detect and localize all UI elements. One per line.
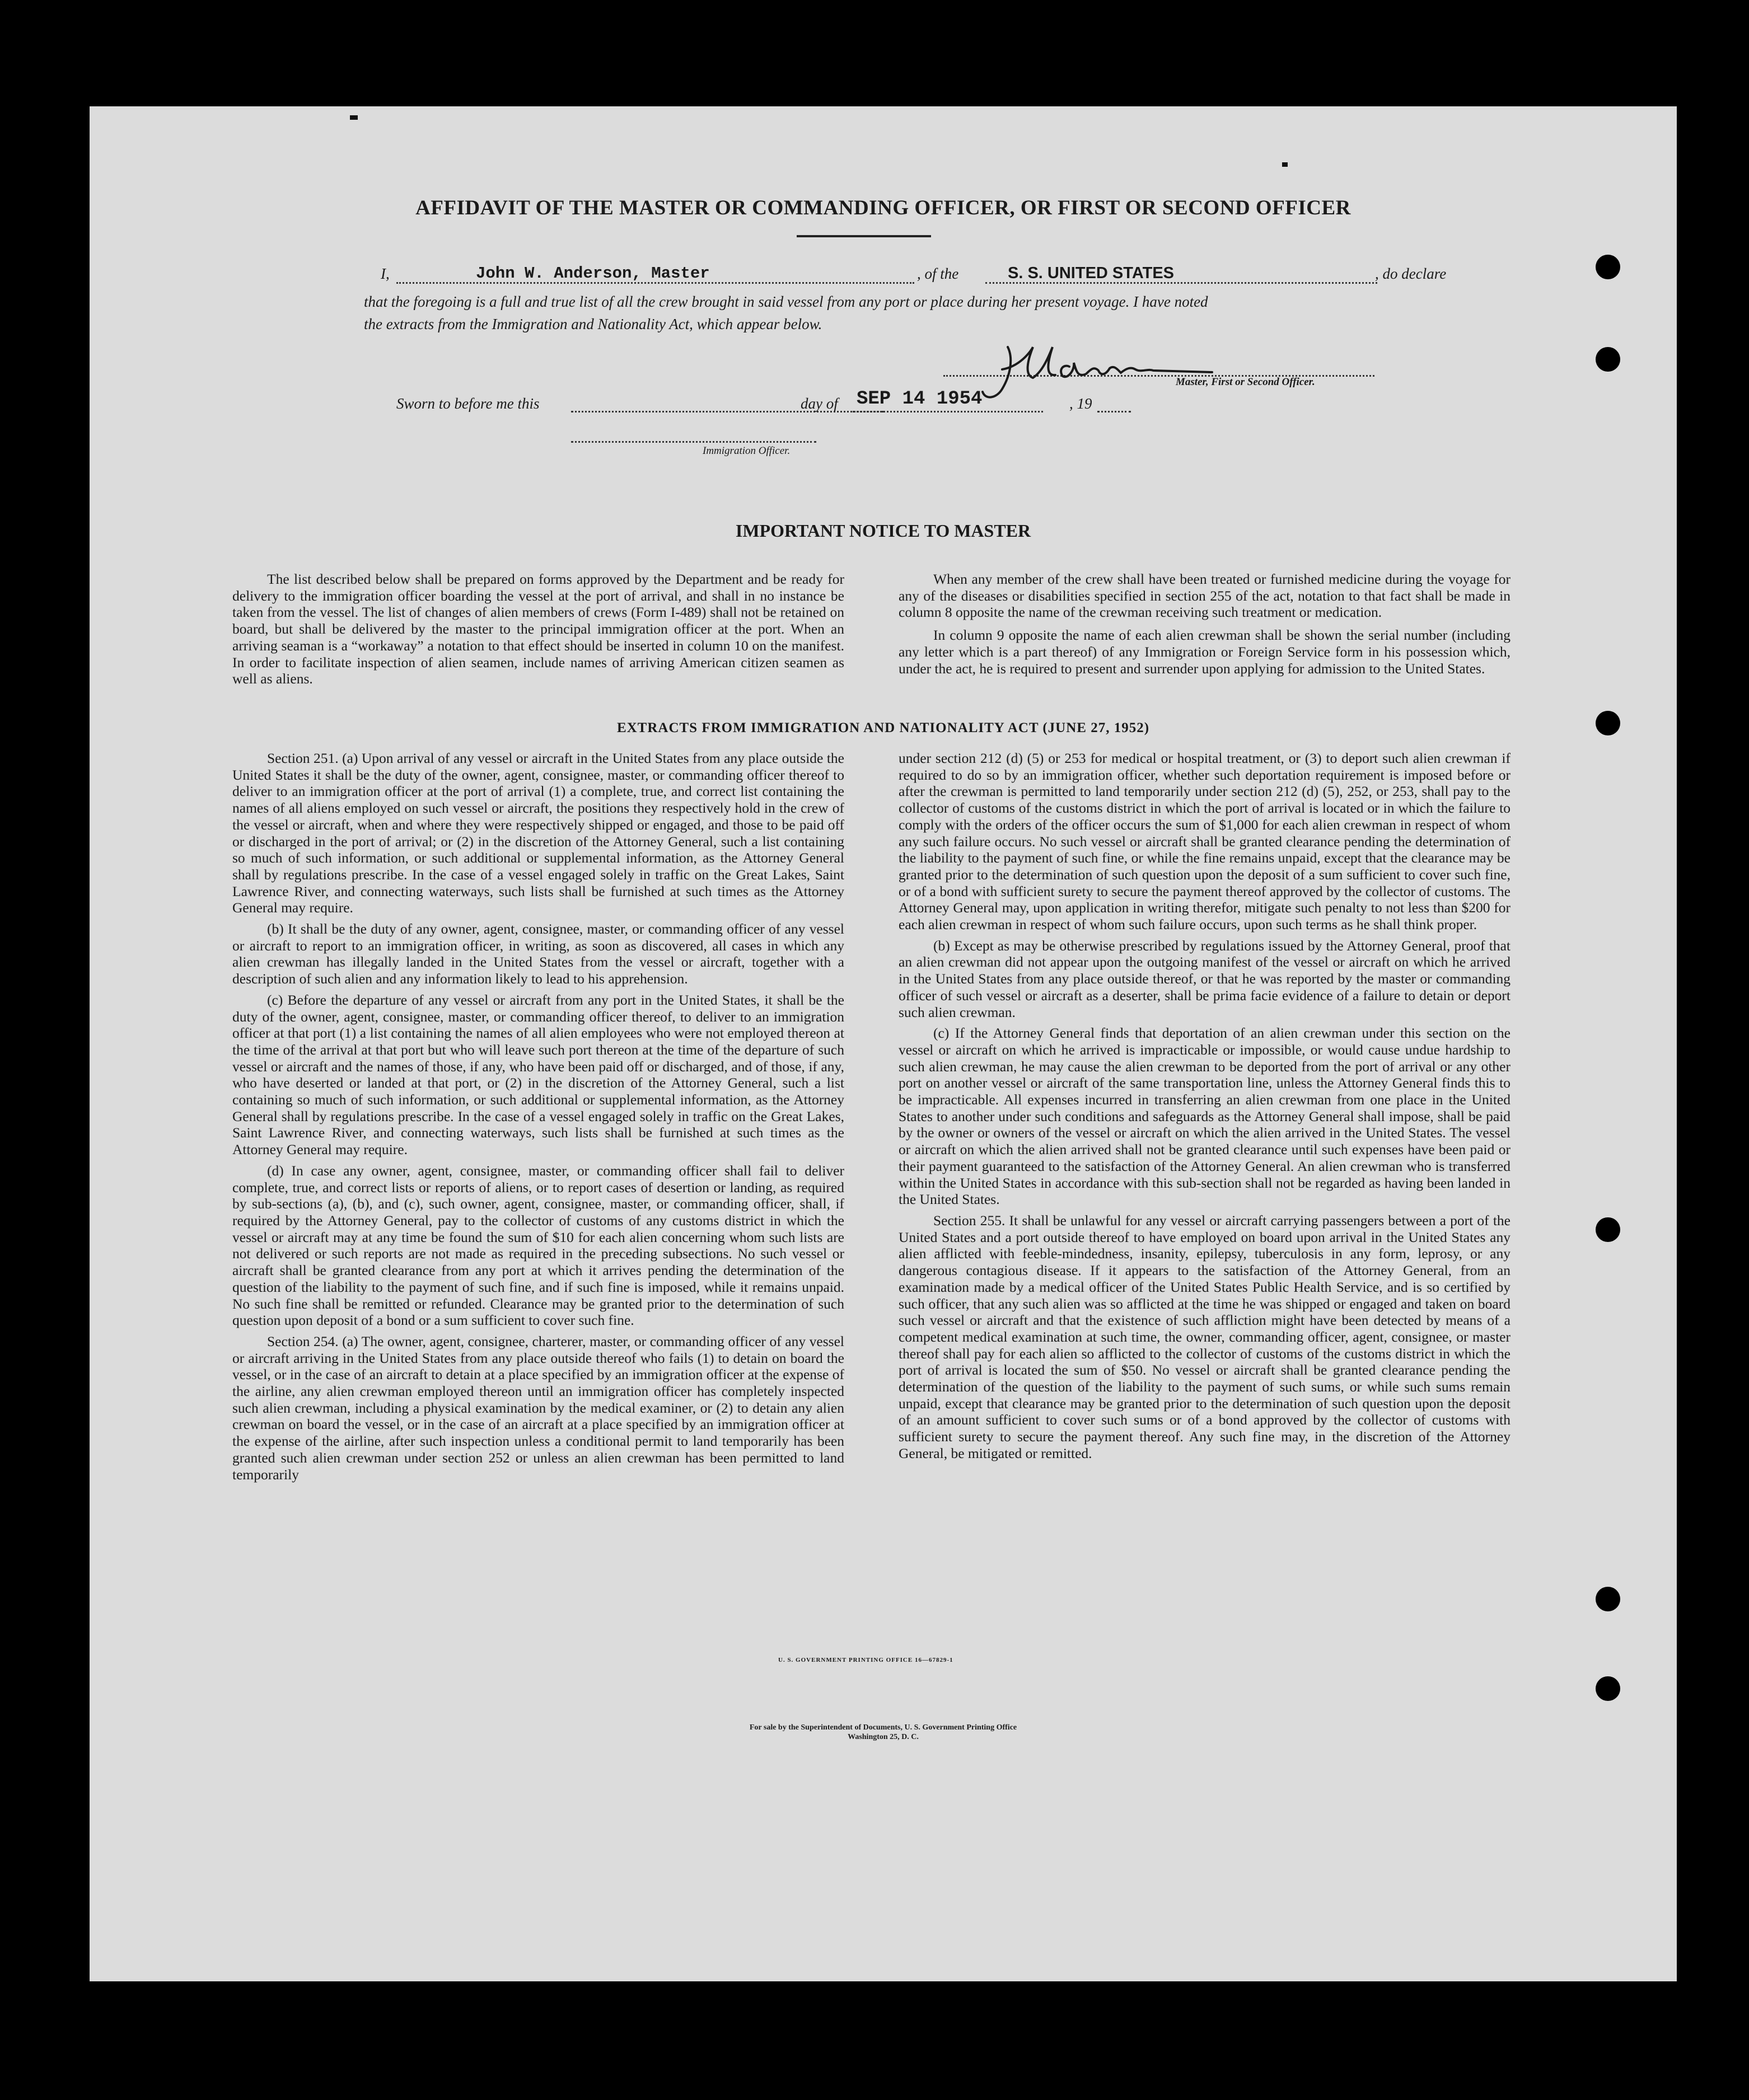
year-label: , 19 <box>1069 395 1092 412</box>
section-paragraph: (d) In case any owner, agent, consignee, master, or commanding officer shall fail to deliver complete, true, and correct lists or reports of aliens, or to report cases of desertion or landing, as required by sub-sections (a), (b), and (c), such owner, agent, consignee, master, or commanding officer, shall, if required by the Attorney General, pay to the collector of customs of any customs district in which the vessel or aircraft may at any time be found the sum of $10 for each alien concerning whom such lists are not delivered or such reports are not made as required in the preceding subsections. No such vessel or aircraft shall be granted clearance from any port at which it arrives pending the determination of the question of the liability to the payment of such fine, and if such fine is imposed, while it remains unpaid. No such fine shall be remitted or refunded. Clearance may be granted prior to the determination of such question upon deposit of a bond or a sum sufficient to cover such fine. <box>232 1162 844 1329</box>
section-paragraph: Section 255. It shall be unlawful for any vessel or aircraft carrying passengers between a port of the United States and a port outside thereof to have employed on board upon arrival in the United States any alien afflicted with feeble-mindedness, insanity, epilepsy, tuberculosis in any form, leprosy, or any dangerous contagious disease. If it appears to the satisfaction of the Attorney General, from an examination made by a medical officer of the United States Public Health Service, and is so certified by such officer, that any such alien was so afflicted at the time he was shipped or engaged and taken on board such vessel or aircraft and that the existence of such affliction might have been detected by means of a competent medical examination at such time, the owner, commanding officer, agent, consignee, or master thereof shall pay for each alien so afflicted to the collector of customs of the customs district in which the port of arrival is located the sum of $50. No vessel or aircraft shall be granted clearance pending the determination of the question of the liability to the payment of such sums, or while such sums remain unpaid, except that clearance may be granted prior to the determination of such question upon the deposit of an amount sufficient to cover such sums or of a bond approved by the collector of customs with sufficient surety to secure the payment thereof. Any such fine may, in the discretion of the Attorney General, be mitigated or remitted. <box>899 1212 1510 1461</box>
printing-office-imprint: U. S. GOVERNMENT PRINTING OFFICE 16—67829-1 <box>778 1657 953 1663</box>
i-label: I, <box>381 265 390 282</box>
declaration-line-2: the extracts from the Immigration and Nationality Act, which appear below. <box>364 316 822 332</box>
sworn-label: Sworn to before me this <box>396 395 540 412</box>
section-paragraph: Section 254. (a) The owner, agent, consignee, charterer, master, or commanding officer of any vessel or aircraft arriving in the United States from any place outside thereof who fails (1) to detain on board the vessel, or in the case of an aircraft to detain at a place specified by an immigration officer at the expense of the airline, any alien crewman employed thereon until an immigration officer has completely inspected such alien crewman, including a physical examination by the medical examiner, or (2) to detain any alien crewman on board the vessel, or in the case of an aircraft at a place specified by an immigration officer at the expense of the airline, after such inspection unless a conditional permit to land temporarily has been granted such alien crewman under section 252 or unless an alien crewman has been permitted to land temporarily <box>232 1333 844 1483</box>
notice-paragraph: The list described below shall be prepared on forms approved by the Department and be ready for delivery to the immigration officer boarding the vessel at the port of arrival, and shall in no instance be taken from the vessel. The list of changes of alien members of crews (Form I-489) shall not be retained on board, but shall be delivered by the master to the principal immigration officer at the port. When an arriving seaman is a “workaway” a notation to that effect should be inserted in column 10 on the manifest. In order to facilitate inspection of alien seamen, include names of arriving American citizen seamen as well as aliens. <box>232 571 844 687</box>
officer-caption: Immigration Officer. <box>703 445 791 457</box>
extracts-right-column <box>899 750 1510 1462</box>
binder-hole <box>1596 347 1620 372</box>
notice-right-column <box>899 571 1510 677</box>
do-declare-label: , do declare <box>1375 265 1447 282</box>
affidavit-title: AFFIDAVIT OF THE MASTER OR COMMANDING OFFICER, OR FIRST OR SECOND OFFICER <box>415 196 1351 219</box>
document-page <box>90 106 1677 1981</box>
year-underline <box>1097 406 1131 412</box>
notice-paragraph: In column 9 opposite the name of each alien crewman shall be shown the serial number (including any letter which is a part thereof) of any Immigration or Foreign Service form in his possession which, under the act, he is required to present and surrender upon applying for admission to the United States. <box>899 627 1510 677</box>
signature-caption: Master, First or Second Officer. <box>1176 376 1315 388</box>
section-paragraph: (b) Except as may be otherwise prescribed by regulations issued by the Attorney General, proof that an alien crewman did not appear upon the outgoing manifest of the vessel or aircraft on which he arrived in the United States from any place outside thereof, or that he was reported by the master or commanding officer of such vessel or aircraft as a deserter, shall be prima facie evidence of a failure to detain or deport such alien crewman. <box>899 937 1510 1020</box>
scan-speck <box>350 115 358 120</box>
binder-hole <box>1596 255 1620 279</box>
section-paragraph: (c) Before the departure of any vessel or aircraft from any port in the United States, it shall be the duty of the owner, agent, consignee, master, or commanding officer thereof, to deliver to an immigration officer at that port (1) a list containing the names of all alien employees who were not employed thereon at the time of the arrival at that port but who will leave such port thereon at the time of the departure of such vessel or aircraft and the names of those, if any, who have been paid off or discharged, and of those, if any, who have deserted or landed at that port, or (2) in the discretion of the Attorney General, such a list containing so much of such information, or such additional or supplemental information, as the Attorney General shall by regulations prescribe. In the case of a vessel engaged solely in traffic on the Great Lakes, Saint Lawrence River, and connecting waterways, such lists shall be furnished at such times as the Attorney General may require. <box>232 991 844 1158</box>
date-stamp: SEP 14 1954 <box>857 388 983 410</box>
binder-hole <box>1596 1587 1620 1611</box>
extracts-title: EXTRACTS FROM IMMIGRATION AND NATIONALITY ACT (JUNE 27, 1952) <box>616 720 1150 735</box>
sale-line-2: Washington 25, D. C. <box>848 1733 919 1741</box>
sale-line-1: For sale by the Superintendent of Documents, U. S. Government Printing Office <box>749 1723 1017 1732</box>
notice-paragraph: When any member of the crew shall have been treated or furnished medicine during the voyage for any of the diseases or disabilities specified in section 255 of the act, notation to that fact shall be made in column 8 opposite the name of the crewman receiving such treatment or medication. <box>899 571 1510 621</box>
scan-speck <box>1282 162 1288 167</box>
section-paragraph: Section 251. (a) Upon arrival of any vessel or aircraft in the United States from any place outside the United States it shall be the duty of the owner, agent, consignee, master, or commanding officer thereof to deliver to an immigration officer at the port of arrival (1) a complete, true, and correct list containing the names of all aliens employed on such vessel or aircraft, the positions they respectively hold in the crew of the vessel or aircraft, when and where they were respectively shipped or engaged, and those to be paid off or discharged in the port of arrival; or (2) in the discretion of the Attorney General, such a list containing so much of such information, or such additional or supplemental information, as the Attorney General shall by regulations prescribe. In the case of a vessel engaged solely in traffic on the Great Lakes, Saint Lawrence River, and connecting waterways, such lists shall be furnished at such times as the Attorney General may require. <box>232 750 844 916</box>
section-paragraph: under section 212 (d) (5) or 253 for medical or hospital treatment, or (3) to deport such alien crewman if required to do so by an immigration officer, whether such deportation requirement is imposed before or after the crewman is permitted to land temporarily under section 212 (d) (5), 252, or 253, shall pay to the collector of customs of the customs district in which the port of arrival is located or in which the failure to comply with the orders of the officer occurs the sum of $1,000 for each alien crewman in respect of whom any such failure occurs. No such vessel or aircraft shall be granted clearance pending the determination of the liability to the payment of such fine, or while the fine remains unpaid, except that the clearance may be granted prior to the determination of such question upon the deposit of a sum sufficient to cover such fine, or of a bond with sufficient surety to secure the payment thereof approved by the collector of customs. The Attorney General may, upon application in writing therefor, mitigate such penalty to not less than $200 for each alien crewman in respect of whom such failure occurs, upon such terms as he shall think proper. <box>899 750 1510 933</box>
section-paragraph: (c) If the Attorney General finds that deportation of an alien crewman under this section on the vessel or aircraft on which he arrived is impracticable or impossible, or would cause undue hardship to such alien crewman, he may cause the alien crewman to be deported from the port of arrival or any other port on another vessel or aircraft of the same transportation line, unless the Attorney General finds this to be impracticable. All expenses incurred in transferring an alien crewman from one place in the United States to another under such conditions and safeguards as the Attorney General shall impose, shall be paid by the owner or owners of the vessel or aircraft on which the alien arrived in the United States. The vessel or aircraft on which the alien arrived shall not be granted clearance until such expenses have been paid or their payment guaranteed to the satisfaction of the Attorney General. An alien crewman who is transferred within the United States in accordance with this sub-section shall not be regarded as having been landed in the United States. <box>899 1025 1510 1208</box>
extracts-left-column <box>232 750 844 1483</box>
declaration-line-1: that the foregoing is a full and true list of all the crew brought in said vessel from any port or place during her present voyage. I have noted <box>364 293 1208 310</box>
notice-title: IMPORTANT NOTICE TO MASTER <box>735 521 1031 541</box>
binder-hole <box>1596 1676 1620 1701</box>
master-signature <box>980 336 1215 409</box>
master-name-value: John W. Anderson, Master <box>476 264 710 283</box>
section-paragraph: (b) It shall be the duty of any owner, agent, consignee, master, or commanding officer of any vessel or aircraft to report to an immigration officer, in writing, as soon as discovered, all cases in which any alien crewman has illegally landed in the United States from the vessel or aircraft, together with a description of such alien and any information likely to lead to his apprehension. <box>232 921 844 987</box>
officer-underline <box>571 437 816 443</box>
of-the-label: , of the <box>917 265 959 282</box>
sale-notice <box>90 1723 1677 1742</box>
binder-hole <box>1596 711 1620 735</box>
binder-hole <box>1596 1217 1620 1242</box>
title-divider <box>797 235 931 237</box>
notice-left-column <box>232 571 844 687</box>
vessel-name-value: S. S. UNITED STATES <box>1008 264 1175 282</box>
day-of-label: day of <box>801 395 838 412</box>
